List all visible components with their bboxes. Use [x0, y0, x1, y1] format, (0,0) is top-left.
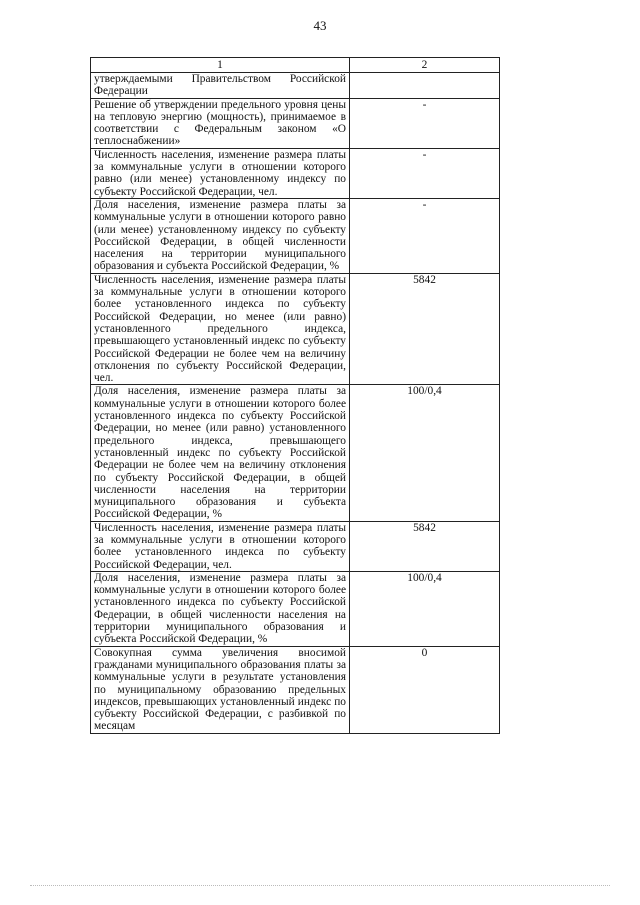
row-description: Численность населения, изменение размера платы за коммунальные услуги в отношении которого более установленного индекса по субъекту Российской Федерации, чел.: [91, 521, 350, 571]
column-header-1: 1: [91, 58, 350, 73]
row-value-text: -: [422, 198, 427, 211]
row-value: [350, 646, 500, 733]
table-row: [91, 73, 500, 99]
row-value-text: 100/0,4: [407, 385, 442, 398]
row-value: [350, 385, 500, 521]
row-value-text: -: [422, 148, 427, 161]
scan-edge-divider: [30, 885, 610, 886]
row-description: Совокупная сумма увеличения вносимой гражданами муниципального образования платы за коммунальные услуги в результате установления по муниципальному образованию предельных индексов, превышающих установленный индекс по субъекту Российской Федерации, с разбивкой по месяцам: [91, 646, 350, 733]
row-value: [350, 273, 500, 385]
page-number: 43: [313, 18, 327, 33]
row-description: Доля населения, изменение размера платы за коммунальные услуги в отношении которого более установленного индекса по субъекту Российской Федерации, в общей численности населения на территории муниципального образования и субъекта Российской Федерации, %: [91, 571, 350, 646]
row-value: [350, 73, 500, 99]
table-row: [91, 521, 500, 571]
column-header-2: 2: [350, 58, 500, 73]
table-row: [91, 571, 500, 646]
row-value-text: 100/0,4: [407, 571, 442, 584]
row-value-text: 0: [421, 646, 428, 659]
row-description: Численность населения, изменение размера платы за коммунальные услуги в отношении которого равно (или менее) установленному индексу по субъекту Российской Федерации, чел.: [91, 148, 350, 198]
row-description: Доля населения, изменение размера платы за коммунальные услуги в отношении которого более установленного индекса по субъекту Российской Федерации, но менее (или равно) установленного предельного индекса, превышающего установленный индекс по субъекту Российской Федерации не более чем на величину отклонения по субъекту Российской Федерации, в общей численности населения на территории муниципального образования и субъекта Российской Федерации, %: [91, 385, 350, 521]
table-row: [91, 273, 500, 385]
row-description: Численность населения, изменение размера платы за коммунальные услуги в отношении которого более установленного индекса по субъекту Российской Федерации, но менее (или равно) установленного предельного индекса, превышающего установленный индекс по субъекту Российской Федерации не более чем на величину отклонения по субъекту Российской Федерации, чел.: [91, 273, 350, 385]
data-table: [90, 57, 500, 734]
row-value-text: 5842: [413, 273, 436, 286]
row-value: [350, 98, 500, 148]
table-row: [91, 646, 500, 733]
table-header-row: [91, 58, 500, 73]
row-value-text: -: [422, 98, 427, 111]
table-row: [91, 385, 500, 521]
row-description: утверждаемыми Правительством Российской Федерации: [91, 73, 350, 99]
row-value-text: 5842: [413, 521, 436, 534]
table-row: [91, 198, 500, 273]
row-value: [350, 198, 500, 273]
row-value: [350, 571, 500, 646]
table-row: [91, 98, 500, 148]
row-value: [350, 521, 500, 571]
table-row: [91, 148, 500, 198]
row-description: Доля населения, изменение размера платы за коммунальные услуги в отношении которого равно (или менее) установленному индексу по субъекту Российской Федерации, в общей численности населения на территории муниципального образования и субъекта Российской Федерации, %: [91, 198, 350, 273]
row-value: [350, 148, 500, 198]
row-description: Решение об утверждении предельного уровня цены на тепловую энергию (мощность), принимаемое в соответствии с Федеральным законом «О теплоснабжении»: [91, 98, 350, 148]
